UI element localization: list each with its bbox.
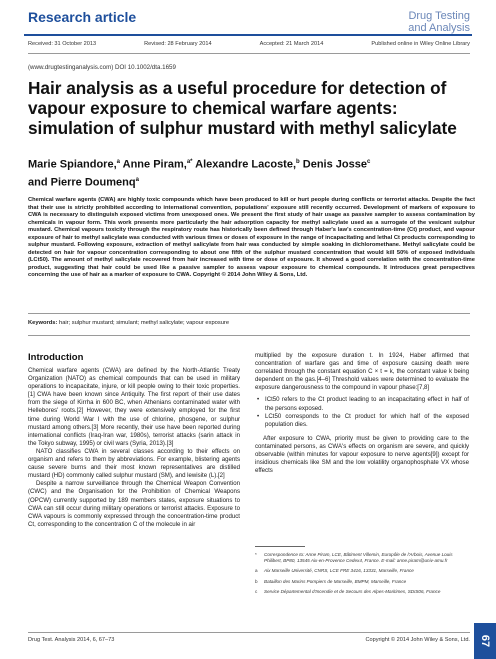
keywords-text: hair; sulphur mustard; simulant; methyl salicylate; vapour exposure [57,320,230,326]
paragraph: NATO classifies CWA in several classes according to their effects on organism and refers to them by abbreviations. For example, blistering agents cause severe burns and their most known representatives are distilled mustard (HD) commonly called sulphur mustard (SM), and lewisite (L).[2] [28,447,240,480]
author-name: Denis Josse [299,158,367,171]
keywords [28,320,229,326]
author-name: and Pierre Doumenq [28,176,136,189]
footnote-text: Correspondence to: Anne Piram, LCE, Bâtiment Villemin, Europôle de l'Arbois, Avenue Louis Philibert, BP80, 13545 Aix-en-Provence Cedex4, France. E-mail: anne.piram@univ-amu.fr [264,552,453,564]
footnotes [255,552,469,599]
column-left [28,367,240,529]
received-date: Received: 31 October 2013 [28,41,97,47]
correspondence-footnote [255,552,469,564]
paragraph: Despite a narrow surveillance through the Chemical Weapon Convention (CWC) and the Organisation for the Prohibition of Chemical Weapons (OPCW) currently supported by 189 members states, exposure situations to CWA can still occur during military operations or terrorist attacks. Exposure to CWA vapours is commonly expressed through the concentration-time product Ct, corresponding to the concentration C of the molecule in air [28,480,240,528]
author-name: Marie Spiandore, [28,158,117,171]
dates-rule [28,53,470,54]
copyright: Copyright © 2014 John Wiley & Sons, Ltd. [365,637,470,643]
journal-name [408,10,470,34]
footnote-text: Bataillon des Marins Pompiers de Marseille, BMPM, Marseille, France [264,578,407,584]
affiliation-mark: a [135,176,139,183]
keywords-bottom-rule [28,335,470,336]
author-list [28,155,478,190]
footnote-rule [255,546,305,547]
affiliation-mark: c [366,159,371,165]
doi-line[interactable]: (www.drugtestinganalysis.com) DOI 10.1002/dta.1659 [28,64,176,71]
journal-name-line1: Drug Testing [408,10,470,22]
affiliation-mark: b [296,159,300,165]
bullet-item: • ICt50 refers to the Ct product leading to an incapacitating effect in half of the persons exposed. [255,396,469,412]
article-dates [28,41,470,47]
keywords-label: Keywords: [28,320,58,326]
published-info: Published online in Wiley Online Library [371,41,470,47]
citation: Drug Test. Analysis 2014, 6, 67–73 [28,637,115,643]
footnote-mark: b [255,578,258,584]
abstract: Chemical warfare agents (CWA) are highly toxic compounds which have been produced to kill or hurt people during conflicts or terrorist attacks. Despite the fact that their use is strictly prohibited according to international convention, populations' exposure still recently occurred. Development of markers of exposure to CWA is necessary to distinguish exposed victims from unexposed ones. We present the first study of hair usage as passive sampler to assess contamination by chemicals in vapour form. This work presents more particularly the hair adsorption capacity for methyl salicylate used as a surrogate of the vesicant sulphur mustard. Chemical vapours toxicity through the respiratory route has historically been defined through Haber's law's concentration-time (Ct) product, and vapour exposure of hair to methyl salicylate was conducted with various times or doses of exposure in the range of incapacitating and lethal Ct products corresponding to sulphur mustard. Following exposure, extraction of methyl salicylate from hair was conducted by simple soaking in dichloromethane. Methyl salicylate could be detected on hair for vapour concentration corresponding to about one fifth of the sulphur mustard concentration that would kill 50% of exposed individuals (LCt50). The amount of methyl salicylate recovered from hair increased with time or dose of exposure. It showed a good correlation with the concentration-time product, suggesting that hair could be used like a passive sampler to assess vapour exposure to chemical compounds. It introduces great perspectives concerning the use of hair as a marker of exposure to CWA. Copyright © 2014 John Wiley & Sons, Ltd. [28,197,475,278]
article-type-label: Research article [28,9,137,25]
footer-rule [28,632,470,633]
page-footer [28,637,470,643]
article-title: Hair analysis as a useful procedure for detection of vapour exposure to chemical warfare agents: simulation of sulphur mustard with methyl salicylate [28,78,457,138]
affiliation-footnote [255,589,469,595]
paragraph: multiplied by the exposure duration t. In 1924, Haber affirmed that concentration of warfare gas and time of exposure causing death were correlated through the constant equation C × t = k, the constant value k being dependent on the gas.[4–6] Threshold values were determined to evaluate the exposure dangerousness to the compound in vapour phase:[7,8] [255,352,469,392]
page-number-tab [474,623,496,659]
accepted-date: Accepted: 21 March 2014 [259,41,324,47]
affiliation-footnote [255,579,469,585]
journal-name-line2: and Analysis [408,22,470,34]
bullet-item: • LCt50 corresponds to the Ct product for which half of the exposed population dies. [255,413,469,429]
section-heading: Introduction [28,352,84,363]
footnote-mark: * [255,552,257,557]
column-right [255,352,469,475]
affiliation-mark: a [116,159,120,165]
footnote-text: Aix Marseille Université, CNRS, LCE FRE 3416, 13331, Marseille, France [264,568,414,574]
bullet-list [255,396,469,428]
footnote-mark: c [255,588,258,594]
affiliation-mark: a* [186,159,193,165]
affiliation-footnote [255,568,469,574]
paragraph: Chemical warfare agents (CWA) are defined by the North-Atlantic Treaty Organization (NATO) as chemical compounds that can be used in military operations to incapacitate, injure, or kill people owing to their toxic properties.[1] CWA have been known since Antiquity. The first report of their use dates from the siege of Kirrha in 600 BC, when Athenians contaminated water with Hellebores' roots.[2] However, they were extensively employed for the first time during World War I with the use of chlorine, phosgene, or sulphur mustard among others.[3] More recently, their use have been reported during international conflicts (Iraq-Iran war, 1980s), terrorist attacks (sarin attack in the Tokyo subway, 1995) or civil wars (Syria, 2013).[3] [28,367,240,447]
revised-date: Revised: 28 February 2014 [144,41,212,47]
page-number: 67 [479,634,491,648]
footnote-text: Service Départemental d'Incendie et de Secours des Alpes-Maritimes, SDIS06, France [264,588,441,594]
footnote-mark: a [255,568,258,574]
header-rule [24,34,472,36]
keywords-top-rule [28,313,470,314]
paragraph: After exposure to CWA, priority must be given to providing care to the contaminated persons, as CWA's effects on organism are severe, and quickly observable (within minutes for vapour exposure to nerve agents[9]) except for insidious chemicals like SM and the low volatility organophosphate VX whose effects [255,434,469,475]
author-name: Anne Piram, [119,158,187,171]
author-name: Alexandre Lacoste, [192,158,297,171]
